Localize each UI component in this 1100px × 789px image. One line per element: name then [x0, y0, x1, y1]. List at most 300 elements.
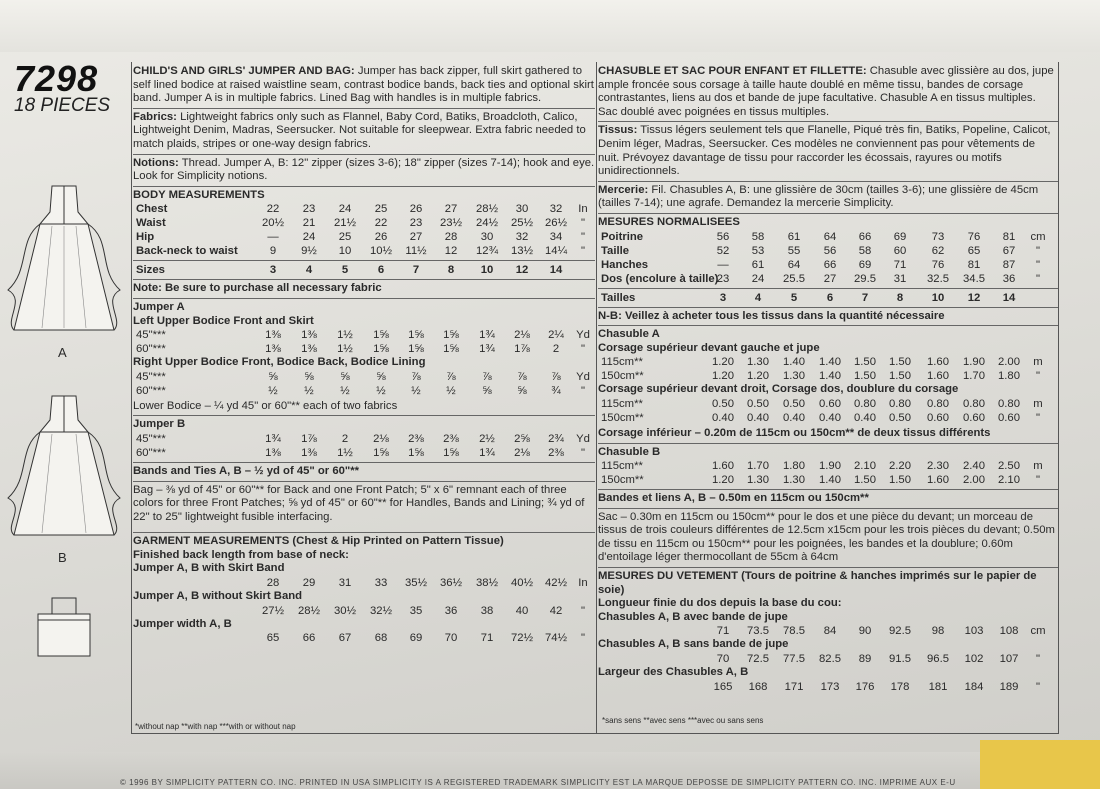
- en-meas-row-cell: 28½: [476, 203, 498, 216]
- en-yardage-row-cell: 1⅜: [301, 329, 317, 342]
- en-garment-row-cell: 68: [374, 632, 388, 645]
- fr-yardage-row-cell: 1.30: [783, 370, 805, 383]
- en-yardage-row: [133, 342, 595, 356]
- fr-meas-row-cell: 61: [787, 230, 801, 243]
- en-sizes-cell: 12: [515, 264, 529, 277]
- fr-meas-row-label: Taille: [601, 244, 630, 257]
- en-body-meas-table: [133, 202, 595, 258]
- fr-yardage-row: [598, 369, 1058, 383]
- en-g3-row: [133, 631, 595, 645]
- fr-yardage-row-cell: 1.60: [927, 356, 949, 369]
- fr-jumper-b: Chasuble B: [598, 445, 661, 458]
- en-sizes: [133, 263, 595, 277]
- en-meas-row-unit: ": [580, 245, 585, 258]
- fr-meas-row-cell: 24: [751, 272, 765, 285]
- piece-count: 18 PIECES: [14, 95, 111, 116]
- fr-meas-row-label: Hanches: [601, 258, 649, 271]
- fr-meas-row-unit: ": [1035, 244, 1040, 257]
- fr-meas-row-cell: 87: [1002, 258, 1016, 271]
- fr-body-meas-table: [598, 230, 1058, 286]
- fr-notions: [598, 184, 1058, 211]
- fr-yardage-row-unit: m: [1033, 460, 1043, 473]
- fr-garment-heading: MESURES DU VETEMENT (Tours de poitrine & hanches imprimés sur le papier de soie): [598, 570, 1037, 596]
- en-yardage-row-label: 60"***: [136, 343, 166, 356]
- en-garment-row-cell: 31: [338, 577, 352, 590]
- fr-sizes-cell: 14: [1002, 291, 1016, 304]
- fr-yardage-row: [598, 473, 1058, 487]
- en-yardage-row-cell: 1¾: [479, 329, 495, 342]
- en-garment-row-cell: 35: [409, 604, 423, 617]
- fr-meas-row-cell: 69: [858, 258, 872, 271]
- en-rub-heading: Right Upper Bodice Front, Bodice Back, Bodice Lining: [133, 356, 426, 369]
- en-meas-row-cell: 9½: [301, 245, 317, 258]
- fr-yardage-row-cell: 1.50: [854, 356, 876, 369]
- fr-fabrics-text: Tissus légers seulement tels que Flanelle, Piqué très fin, Batiks, Popeline, Calicot, Denim léger, Madras, Seersucker. Ces modèles ne conviennent pas pour vêtements de nuit. Prévoyez davantage de tissu pour raccorder les écossais, rayures ou motifs unidirectionnels.: [598, 124, 1051, 178]
- fr-yardage-row-unit: m: [1033, 397, 1043, 410]
- divider: [133, 260, 595, 261]
- fr-meas-row-cell: 32.5: [927, 272, 949, 285]
- fr-g1-label: Chasubles A, B avec bande de jupe: [598, 610, 788, 623]
- fr-meas-row-cell: 27: [823, 272, 837, 285]
- fr-g3-label: Largeur des Chasubles A, B: [598, 666, 749, 679]
- en-yardage-row-cell: 1⅝: [373, 343, 389, 356]
- fr-meas-row-cell: 34.5: [963, 272, 985, 285]
- fr-sizes-cell: 7: [861, 291, 869, 304]
- en-yardage-row-cell: 2⅜: [408, 432, 424, 445]
- en-sizes-label: Sizes: [136, 264, 165, 277]
- divider: [598, 443, 1058, 444]
- en-meas-row-cell: 12: [444, 245, 458, 258]
- en-garment-row-cell: 38½: [476, 577, 498, 590]
- divider: [598, 121, 1058, 122]
- en-bands: Bands and Ties A, B – ½ yd of 45" or 60"**: [133, 464, 360, 477]
- en-yardage-row-cell: 2: [341, 432, 349, 445]
- fr-meas-row-cell: 29.5: [854, 272, 876, 285]
- fr-bag: Sac – 0.30m en 115cm ou 150cm** pour le dos et une pièce du devant; un morceau de tissus de trois couleurs différentes de 12.5cm x15cm pour les trois pièces du devant; 0.50m de tissu en 115cm ou 150cm** pour les poignées, les bandes et la doublure; 0.60m d'entoilage léger thermocollant de 55cm à 64cm: [598, 510, 1055, 564]
- en-yardage-row-cell: ½: [411, 384, 421, 397]
- en-yardage-row-cell: 1⅝: [373, 446, 389, 459]
- en-fabrics: [133, 111, 595, 152]
- en-meas-row-cell: 32: [549, 203, 563, 216]
- en-garment-row-cell: 66: [302, 632, 316, 645]
- fr-sizes-label: Tailles: [601, 291, 636, 304]
- fr-yardage-row-label: 115cm**: [601, 460, 643, 473]
- french-column: [598, 65, 1058, 694]
- en-yardage-row-label: 45"***: [136, 370, 166, 383]
- fr-yardage-row-cell: 1.20: [712, 370, 734, 383]
- fr-yardage-row-unit: ": [1035, 474, 1040, 487]
- fr-g1-row: [598, 624, 1058, 638]
- fr-yardage-row-cell: 1.40: [819, 474, 841, 487]
- fr-yardage-row-cell: 0.50: [783, 397, 805, 410]
- en-jb-table: [133, 432, 595, 460]
- en-garment-heading: GARMENT MEASUREMENTS (Chest & Hip Printed on Pattern Tissue): [133, 535, 504, 548]
- fr-yardage-row-cell: 0.40: [819, 411, 841, 424]
- en-garment-row-cell: 71: [480, 632, 494, 645]
- en-lower-bodice: Lower Bodice – ¼ yd 45" or 60"** each of two fabrics: [133, 399, 398, 412]
- en-title: CHILD'S AND GIRLS' JUMPER AND BAG:: [133, 65, 355, 77]
- copyright-footer: © 1996 BY SIMPLICITY PATTERN CO. INC. PRINTED IN USA SIMPLICITY IS A REGISTERED TRADEMARK SIMPLICITY EST LA MARQUE DEPOSSE DE SIMPLICITY PATTERN CO. INC. IMPRIME AUX E-U: [120, 778, 956, 787]
- en-meas-row-label: Hip: [136, 231, 155, 244]
- fr-sizes: [598, 291, 1058, 305]
- fr-yardage-row-label: 150cm**: [601, 474, 644, 487]
- en-bag: Bag – ⅜ yd of 45" or 60"** for Back and one Front Patch; 5" x 6" remnant each of three colors for three Front Patches; ⅝ yd of 45" or 60"** for Handles, Bands and Lining; ¾ yd of 22" to 25" lightweight fusible interfacing.: [133, 483, 585, 523]
- en-meas-row-cell: 25: [374, 203, 388, 216]
- fr-garment-row-cell: 89: [858, 653, 872, 666]
- fr-meas-row-cell: 76: [967, 230, 981, 243]
- en-meas-row-cell: 26: [374, 231, 388, 244]
- en-yardage-row-cell: ½: [446, 384, 456, 397]
- fr-lower-bodice: Corsage inférieur – 0.20m de 115cm ou 150cm** de deux tissus différents: [598, 426, 991, 439]
- fr-yardage-row-cell: 1.40: [783, 356, 805, 369]
- fr-bands: Bandes et liens A, B – 0.50m en 115cm ou 150cm**: [598, 492, 869, 505]
- en-yardage-row-cell: ⅝: [268, 370, 278, 383]
- fr-yardage-row-cell: 1.70: [747, 460, 769, 473]
- en-notions: [133, 157, 595, 184]
- fr-description: [598, 65, 1058, 119]
- en-meas-row-cell: 11½: [405, 245, 427, 258]
- en-jumper-b: Jumper B: [133, 418, 186, 431]
- en-yardage-row-cell: ⅝: [340, 370, 350, 383]
- fr-yardage-row-cell: 1.80: [783, 460, 805, 473]
- en-yardage-row-cell: 1⅜: [301, 343, 317, 356]
- fr-garment-row-cell: 82.5: [819, 653, 841, 666]
- fr-yardage-row-cell: 0.40: [783, 411, 805, 424]
- fr-yardage-row-cell: 1.50: [854, 474, 876, 487]
- fr-meas-row-cell: 67: [1002, 244, 1016, 257]
- fr-garment-row-cell: 184: [964, 680, 984, 693]
- view-b-label: B: [58, 550, 67, 565]
- fr-garment-row-cell: 92.5: [889, 625, 911, 638]
- fr-note: N-B: Veillez à acheter tous les tissus dans la quantité nécessaire: [598, 309, 945, 322]
- fr-g2-label: Chasubles A, B sans bande de jupe: [598, 638, 789, 651]
- en-meas-row-cell: 28: [444, 231, 458, 244]
- fr-meas-row-cell: 65: [967, 244, 981, 257]
- fr-rub-heading: Corsage supérieur devant droit, Corsage dos, doublure du corsage: [598, 383, 959, 396]
- divider: [133, 154, 595, 155]
- fr-yardage-row-cell: 0.80: [889, 397, 911, 410]
- en-garment-row-cell: 28½: [298, 604, 320, 617]
- en-garment-row-cell: 70: [444, 632, 458, 645]
- fr-lub-heading: Corsage supérieur devant gauche et jupe: [598, 341, 820, 354]
- en-yardage-row-cell: 1⅝: [408, 343, 424, 356]
- en-sizes-cell: 10: [480, 264, 494, 277]
- en-g1-label: Jumper A, B with Skirt Band: [133, 562, 285, 575]
- en-yardage-row-label: 45"***: [136, 329, 166, 342]
- fr-garment-row-cell: 102: [964, 653, 984, 666]
- fr-lub-table: [598, 355, 1058, 383]
- fr-yardage-row-cell: 1.90: [963, 356, 985, 369]
- en-garment-row-cell: 28: [266, 577, 280, 590]
- en-garment-row-cell: 33: [374, 577, 388, 590]
- fr-yardage-row-cell: 2.30: [927, 460, 949, 473]
- fr-garment-row-cell: 108: [999, 625, 1019, 638]
- fr-finished: Longueur finie du dos depuis la base du cou:: [598, 597, 842, 610]
- en-meas-row-cell: 30: [515, 203, 529, 216]
- en-yardage-row-cell: ⅝: [376, 370, 386, 383]
- en-yardage-row-cell: 2⅜: [548, 446, 564, 459]
- en-yardage-row-cell: 1⅜: [301, 446, 317, 459]
- en-meas-row-label: Chest: [136, 203, 168, 216]
- en-garment-row-cell: 40½: [511, 577, 533, 590]
- en-meas-row-cell: 26½: [545, 217, 567, 230]
- en-yardage-row-cell: 1½: [337, 446, 353, 459]
- en-meas-row-cell: 12¾: [476, 245, 498, 258]
- fr-meas-row-cell: 71: [893, 258, 907, 271]
- en-footnote: *without nap **with nap ***with or without nap: [135, 722, 296, 731]
- en-meas-row-cell: 23: [302, 203, 316, 216]
- en-yardage-row-unit: ": [580, 343, 585, 356]
- fr-garment-row-cell: 71: [716, 625, 730, 638]
- en-meas-row-cell: 24½: [476, 217, 498, 230]
- fr-meas-row-unit: cm: [1030, 230, 1046, 243]
- fr-sizes-cell: 5: [790, 291, 798, 304]
- jumper-a-sketch: [2, 180, 127, 340]
- fr-yardage-row-cell: 0.80: [963, 397, 985, 410]
- fr-sizes-cell: 3: [719, 291, 727, 304]
- en-g3-label: Jumper width A, B: [133, 617, 232, 630]
- fr-yardage-row-cell: 1.90: [819, 460, 841, 473]
- en-meas-row-cell: 10: [338, 245, 352, 258]
- fr-yardage-row-cell: 0.60: [963, 411, 985, 424]
- en-note: Note: Be sure to purchase all necessary fabric: [133, 282, 382, 295]
- en-yardage-row-cell: 2⅜: [443, 432, 459, 445]
- en-meas-row: [133, 216, 595, 230]
- fr-garment-row-cell: 168: [748, 680, 768, 693]
- bag-sketch: [36, 594, 92, 658]
- fr-yardage-row-cell: 2.10: [998, 474, 1020, 487]
- fr-yardage-row: [598, 397, 1058, 411]
- fr-yardage-row-cell: 2.00: [998, 356, 1020, 369]
- fr-yardage-row-cell: 1.70: [963, 370, 985, 383]
- en-meas-row-cell: 10½: [370, 245, 392, 258]
- en-garment-row-cell: 42: [549, 604, 563, 617]
- fr-jumper-a: Chasuble A: [598, 328, 660, 341]
- divider: [598, 307, 1058, 308]
- fr-meas-row-cell: 61: [751, 258, 765, 271]
- fr-yardage-row-label: 115cm**: [601, 356, 643, 369]
- fr-garment-row-cell: 189: [999, 680, 1019, 693]
- en-meas-row-cell: 30: [480, 231, 494, 244]
- en-meas-row-cell: 25: [338, 231, 352, 244]
- en-meas-row-cell: 9: [269, 245, 277, 258]
- fr-yardage-row-cell: 0.60: [927, 411, 949, 424]
- en-jumper-a: Jumper A: [133, 300, 185, 313]
- fr-yardage-row-cell: 1.50: [854, 370, 876, 383]
- jumper-b-sketch: [2, 390, 127, 545]
- en-meas-row-cell: 20½: [262, 217, 284, 230]
- divider: [133, 462, 595, 463]
- fr-garment-row: [598, 624, 1058, 638]
- en-garment-row-cell: 74½: [545, 632, 567, 645]
- en-meas-row: [133, 202, 595, 216]
- en-meas-row-cell: 23: [409, 217, 423, 230]
- fr-garment-row-cell: 73.5: [747, 625, 769, 638]
- en-fabrics-label: Fabrics:: [133, 110, 177, 123]
- fr-sizes-cell: 10: [931, 291, 945, 304]
- en-yardage-row-cell: ½: [340, 384, 350, 397]
- en-sizes-cell: 5: [341, 264, 349, 277]
- en-meas-row-cell: 23½: [440, 217, 462, 230]
- en-yardage-row-cell: 2¼: [548, 329, 564, 342]
- fr-yardage-row-cell: 0.50: [889, 411, 911, 424]
- fr-garment-row-cell: 98: [931, 625, 945, 638]
- fr-meas-row-cell: 31: [893, 272, 907, 285]
- en-sizes-cell: 7: [412, 264, 420, 277]
- frame-bottom: [131, 733, 1059, 734]
- en-garment-row-cell: 29: [302, 577, 316, 590]
- en-yardage-row-unit: Yd: [576, 329, 590, 342]
- en-body-meas-heading: BODY MEASUREMENTS: [133, 188, 265, 201]
- en-yardage-row-cell: ½: [376, 384, 386, 397]
- fr-body-meas-heading: MESURES NORMALISEES: [598, 215, 740, 228]
- divider: [598, 213, 1058, 214]
- fr-yardage-row-cell: 0.50: [712, 397, 734, 410]
- divider: [598, 181, 1058, 182]
- en-meas-row-cell: —: [267, 231, 279, 244]
- en-meas-row-cell: 13½: [511, 245, 533, 258]
- fr-yardage-row-cell: 1.60: [712, 460, 734, 473]
- fr-meas-row-cell: 52: [716, 244, 730, 257]
- fr-yardage-row-cell: 2.40: [963, 460, 985, 473]
- fr-meas-row-cell: 55: [787, 244, 801, 257]
- en-meas-row-cell: 27: [409, 231, 423, 244]
- fr-yardage-row-cell: 1.40: [819, 370, 841, 383]
- fr-yardage-row-unit: ": [1035, 411, 1040, 424]
- fr-meas-row-cell: —: [717, 258, 729, 271]
- en-g1-row: [133, 576, 595, 590]
- en-yardage-row-cell: ⅞: [517, 370, 527, 383]
- fr-garment-row-cell: 181: [928, 680, 948, 693]
- en-yardage-row-cell: 1⅞: [514, 343, 530, 356]
- fr-yardage-row-cell: 0.60: [819, 397, 841, 410]
- fr-yardage-row-cell: 2.50: [998, 460, 1020, 473]
- en-g2-row: [133, 604, 595, 618]
- fr-yardage-row-cell: 0.40: [747, 411, 769, 424]
- en-yardage-row-cell: ⅝: [304, 370, 314, 383]
- en-garment-row-cell: 40: [515, 604, 529, 617]
- fr-yardage-row-cell: 0.80: [998, 397, 1020, 410]
- fr-yardage-row: [598, 459, 1058, 473]
- fr-meas-row-cell: 62: [931, 244, 945, 257]
- fr-yardage-row-cell: 1.50: [889, 370, 911, 383]
- en-meas-row-cell: 22: [374, 217, 388, 230]
- fr-meas-row-unit: ": [1035, 272, 1040, 285]
- fr-garment-row-cell: 173: [820, 680, 840, 693]
- fr-yardage-row-cell: 0.80: [927, 397, 949, 410]
- en-meas-row-cell: 24: [302, 231, 316, 244]
- fr-garment-row: [598, 652, 1058, 666]
- fr-meas-row-cell: 23: [716, 272, 730, 285]
- fr-garment-row-cell: 103: [964, 625, 984, 638]
- fr-garment-row-unit: cm: [1030, 625, 1046, 638]
- fr-yardage-row-cell: 1.80: [998, 370, 1020, 383]
- en-yardage-row-label: 60"***: [136, 446, 166, 459]
- fr-yardage-row-cell: 0.50: [747, 397, 769, 410]
- en-rub-table: [133, 370, 595, 398]
- fr-yardage-row-cell: 1.60: [927, 474, 949, 487]
- en-garment-row-unit: ": [580, 632, 585, 645]
- en-yardage-row: [133, 384, 595, 398]
- en-sizes-row: [133, 263, 595, 277]
- en-meas-row-cell: 25½: [511, 217, 533, 230]
- divider: [133, 532, 595, 533]
- fr-meas-row-unit: ": [1035, 258, 1040, 271]
- en-garment-row-cell: 27½: [262, 604, 284, 617]
- fr-meas-row-cell: 56: [716, 230, 730, 243]
- fr-yardage-row-unit: ": [1035, 370, 1040, 383]
- en-yardage-row: [133, 328, 595, 342]
- en-garment-row-unit: ": [580, 604, 585, 617]
- fr-desc-text: Chasuble avec glissière au dos, jupe ample froncée sous corsage à taille haute doublé en même tissu, bandes de corsage contrastantes, liens au dos et bande de jupe facultative. Chasuble A en tissus multiples. Sac doublé avec poignées en tissus multiples.: [598, 65, 1054, 118]
- en-garment-row-cell: 32½: [370, 604, 392, 617]
- fr-yardage-row-cell: 1.60: [927, 370, 949, 383]
- fr-garment-row-cell: 176: [855, 680, 875, 693]
- en-yardage-row-cell: 1⅞: [301, 432, 317, 445]
- fr-sizes-cell: 8: [896, 291, 904, 304]
- en-yardage-row-cell: 1¾: [265, 432, 281, 445]
- en-yardage-row-cell: 2⅛: [373, 432, 389, 445]
- en-yardage-row-cell: ⅞: [446, 370, 456, 383]
- en-notions-text: Thread. Jumper A, B: 12" zipper (sizes 3-6); 18" zipper (sizes 7-14); hook and eye. Look for Simplicity notions.: [133, 156, 595, 183]
- en-garment-row: [133, 631, 595, 645]
- en-yardage-row-cell: 1⅜: [265, 343, 281, 356]
- en-yardage-row-cell: 1⅝: [408, 446, 424, 459]
- fr-yardage-row-cell: 1.20: [747, 370, 769, 383]
- en-description: [133, 65, 595, 106]
- en-garment-row-cell: 67: [338, 632, 352, 645]
- en-yardage-row-cell: 2⅝: [514, 432, 530, 445]
- fr-garment-row-cell: 84: [823, 625, 837, 638]
- fr-meas-row-cell: 60: [893, 244, 907, 257]
- en-garment-row-cell: 65: [266, 632, 280, 645]
- en-yardage-row-unit: Yd: [576, 370, 590, 383]
- fr-meas-row: [598, 244, 1058, 258]
- fr-fabrics: [598, 124, 1058, 178]
- en-yardage-row-unit: Yd: [576, 432, 590, 445]
- fr-g3-row: [598, 680, 1058, 694]
- en-desc-text: Jumper has back zipper, full skirt gathered to self lined bodice at raised waistline seam, contrast bodice bands, back ties and optional skirt band. Jumper A is in multiple fabrics. Lined Bag with handles is in multiple fabrics.: [133, 65, 594, 105]
- en-g2-label: Jumper A, B without Skirt Band: [133, 590, 303, 603]
- fr-title: CHASUBLE ET SAC POUR ENFANT ET FILLETTE:: [598, 65, 867, 77]
- fr-yardage-row-cell: 1.50: [889, 474, 911, 487]
- en-yardage-row-unit: ": [580, 446, 585, 459]
- en-yardage-row-cell: 1½: [337, 329, 353, 342]
- fr-yardage-row-cell: 1.50: [889, 356, 911, 369]
- fr-garment-row-cell: 70: [716, 653, 730, 666]
- divider: [598, 489, 1058, 490]
- en-meas-row-cell: 14¼: [545, 245, 567, 258]
- fr-meas-row: [598, 230, 1058, 244]
- en-meas-row-cell: 26: [409, 203, 423, 216]
- fr-meas-row-cell: 64: [787, 258, 801, 271]
- fr-yardage-row-cell: 1.30: [747, 474, 769, 487]
- en-yardage-row-cell: 1⅝: [408, 329, 424, 342]
- en-garment-row-cell: 35½: [405, 577, 427, 590]
- fr-meas-row-cell: 66: [858, 230, 872, 243]
- fr-yardage-row-cell: 1.20: [712, 356, 734, 369]
- en-lub-heading: Left Upper Bodice Front and Skirt: [133, 314, 314, 327]
- en-meas-row-unit: ": [580, 217, 585, 230]
- en-yardage-row-cell: 1¾: [479, 343, 495, 356]
- fr-yardage-row: [598, 355, 1058, 369]
- fr-garment-row-unit: ": [1035, 653, 1040, 666]
- en-garment-row-cell: 36: [444, 604, 458, 617]
- fr-yardage-row-cell: 1.30: [783, 474, 805, 487]
- fr-meas-row-cell: 69: [893, 230, 907, 243]
- en-yardage-row-cell: 2½: [479, 432, 495, 445]
- fr-meas-row-cell: 56: [823, 244, 837, 257]
